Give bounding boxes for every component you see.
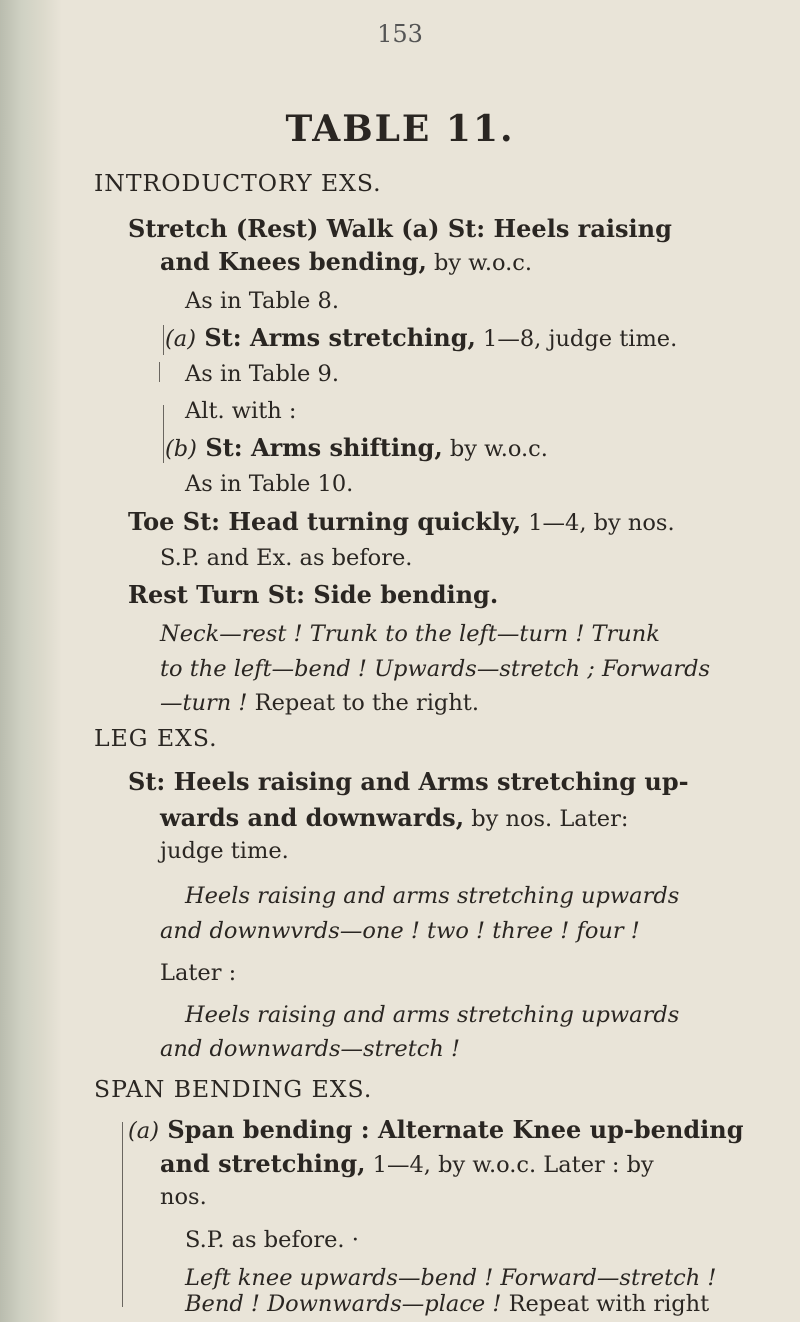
intro-rest-bold: Rest Turn St: Side bending. [128,580,499,609]
intro-a-note: As in Table 9. [185,361,339,387]
leg-command-1: Heels raising and arms stretching upwards [185,883,680,909]
intro-b-tail: by w.o.c. [442,436,548,462]
leg-ex-bold-1: St: Heels raising and Arms stretching up- [128,767,689,796]
leg-heading: LEG EXS. [94,724,218,752]
span-heading: SPAN BENDING EXS. [94,1075,373,1103]
intro-ex1-bold-2: and Knees bending, [160,247,427,276]
span-sp: S.P. as before. · [185,1227,359,1253]
span-a-line1 [128,1115,744,1144]
span-command-2 [185,1293,709,1316]
intro-toe-bold: Toe St: Head turning quickly, [128,507,522,536]
pencil-margin-mark [122,1122,123,1307]
leg-command-4: and downwards—stretch ! [160,1036,461,1062]
intro-rest-repeat: Repeat to the right. [247,690,479,716]
intro-ex1-note: As in Table 8. [185,288,339,314]
intro-ex1-bold-1: Stretch (Rest) Walk (a) St: Heels raising [128,214,672,243]
span-a-tail-2: 1—4, by w.o.c. Later : by [365,1152,654,1178]
intro-rest-command-2: to the left—bend ! Upwards—stretch ; Forwards [160,656,711,682]
intro-alt: Alt. with : [185,398,297,424]
page-number: 153 [377,20,423,48]
pencil-margin-mark [163,325,164,355]
span-a-bold-2: and stretching, [160,1149,366,1178]
intro-b-label: (b) [165,436,197,462]
span-command-1: Left knee upwards—bend ! Forward—stretch ! [185,1265,717,1291]
intro-ex1-tail: by w.o.c. [426,250,533,276]
leg-command-3: Heels raising and arms stretching upwards [185,1002,680,1028]
span-command-2-text: Bend ! Downwards—place ! [185,1291,502,1317]
intro-rest-command-3 [160,692,479,715]
leg-ex-line1 [128,767,689,796]
intro-rest-command-1: Neck—rest ! Trunk to the left—turn ! Trunk [160,621,660,647]
intro-ex1-line1 [128,214,672,243]
leg-ex-bold-2: wards and downwards, [160,803,465,832]
leg-command-2: and downwvrds—one ! two ! three ! four ! [160,918,640,944]
pencil-margin-mark [159,362,160,382]
leg-ex-line3: judge time. [160,838,289,864]
intro-b-line [165,433,548,462]
table-title: TABLE 11. [285,108,515,150]
intro-ex1-line2 [160,247,533,276]
intro-b-bold: St: Arms shifting, [196,433,443,462]
intro-a-label: (a) [165,326,196,352]
intro-a-line [165,323,678,352]
leg-later: Later : [160,960,237,986]
introductory-heading: INTRODUCTORY EXS. [94,169,382,197]
intro-a-bold: St: Arms stretching, [195,323,476,352]
leg-ex-line2 [160,803,629,832]
intro-rest-line [128,580,499,609]
intro-toe-note: S.P. and Ex. as before. [160,545,413,571]
span-a-line3: nos. [160,1184,207,1210]
span-a-label: (a) [128,1118,159,1144]
span-command-2-tail: Repeat with right [501,1291,710,1317]
intro-toe-tail: 1—4, by nos. [521,510,675,536]
leg-ex-tail-2: by nos. Later: [464,806,629,832]
span-a-bold-1: Span bending : Alternate Knee up-bending [158,1115,744,1144]
intro-b-note: As in Table 10. [185,471,354,497]
pencil-margin-mark [163,405,164,463]
intro-a-tail: 1—8, judge time. [475,326,678,352]
span-a-line2 [160,1149,654,1178]
intro-toe-line [128,507,675,536]
intro-rest-command-3-text: —turn ! [160,690,248,716]
